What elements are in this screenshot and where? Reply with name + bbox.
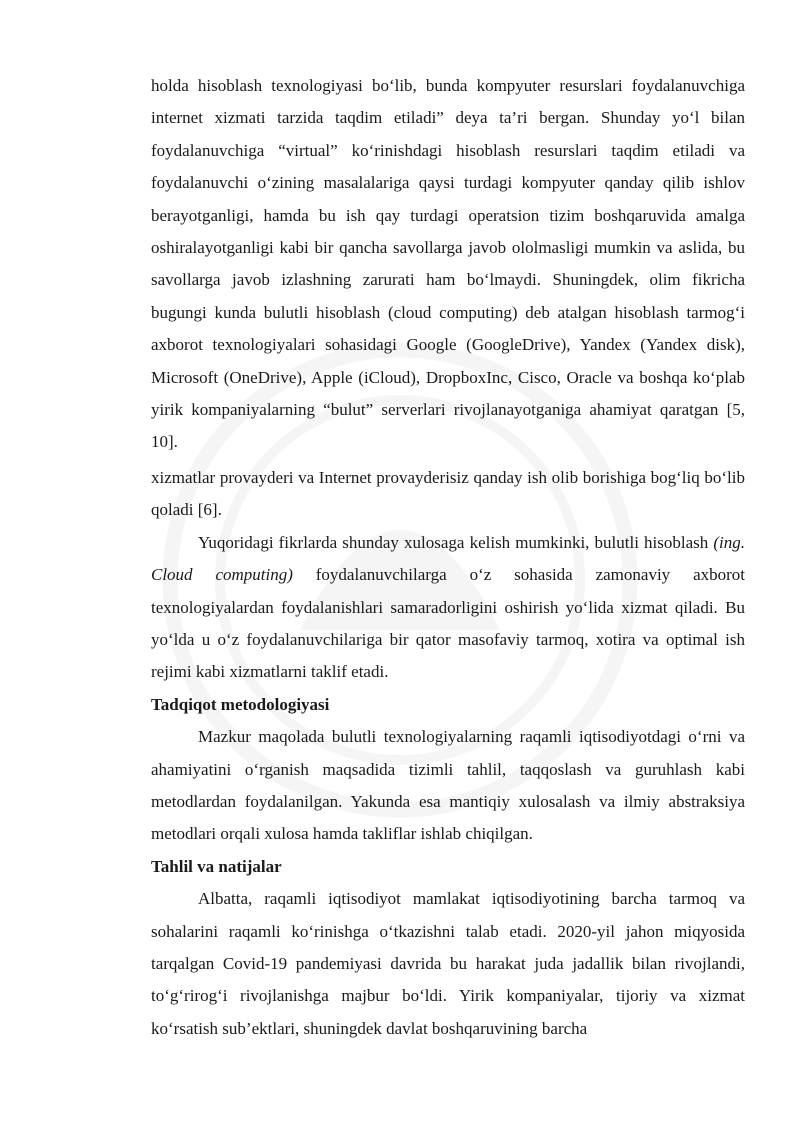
paragraph-results: Albatta, raqamli iqtisodiyot mamlakat iqtisodiyotining barcha tarmoq va sohalarini raqamli ko‘rinishga o‘tkazishni talab etadi. 2020-yil jahon miqyosida tarqalgan Covid-19 pandemiyasi davrida bu harakat juda jadallik bilan rivojlandi, to‘g‘rirog‘i rivojlanishga majbur bo‘ldi. Yirik kompaniyalar, tijoriy va xizmat ko‘rsatish sub’ektlari, shuningdek davlat boshqaruvining barcha: [151, 889, 745, 1038]
article-body: [151, 70, 745, 1045]
paragraph-conclusion-end: foydalanuvchilarga o‘z sohasida zamonaviy axborot texnologiyalardan foydalanishlari samaradorligini oshirish yo‘lida xizmat qiladi. Bu yo‘lda u o‘z foydalanuvchilariga bir qator masofaviy tarmoq, xotira va optimal ish rejimi kabi xizmatlarni taklif etadi.: [151, 565, 745, 682]
paragraph-provider: xizmatlar provayderi va Internet provayderisiz qanday ish olib borishiga bog‘liq bo‘lib qoladi [6].: [151, 467, 745, 520]
section-heading-results: Tahlil va natijalar: [151, 856, 282, 876]
paragraph-conclusion: [151, 527, 745, 689]
paragraph-methodology: Mazkur maqolada bulutli texnologiyalarning raqamli iqtisodiyotdagi o‘rni va ahamiyatini o‘rganish maqsadida tizimli tahlil, taqqoslash va guruhlash kabi metodlardan foydalanilgan. Yakunda esa mantiqiy xulosalash va ilmiy abstraksiya metodlari orqali xulosa hamda takliflar ishlab chiqilgan.: [151, 727, 745, 844]
paragraph-definition: holda hisoblash texnologiyasi bo‘lib, bunda kompyuter resurslari foydalanuvchiga internet xizmati tarzida taqdim etiladi” deya ta’ri bergan. Shunday yo‘l bilan foydalanuvchiga “virtual” ko‘rinishdagi hisoblash resurslari taqdim etiladi va foydalanuvchi o‘zining masalalariga qaysi turdagi kompyuter qanday qilib ishlov berayotganligi, hamda bu ish qay turdagi operatsion tizim boshqaruvida amalga oshiralayotganligi kabi bir qancha savollarga javob ololmasligi mumkin va aslida, bu savollarga javob izlashning zarurati ham bo‘lmaydi. Shuningdek, olim fikricha bugungi kunda bulutli hisoblash (cloud computing) deb atalgan hisoblash tarmog‘i axborot texnologiyalari sohasidagi Google (GoogleDrive), Yandex (Yandex disk), Microsoft (OneDrive), Apple (iCloud), DropboxInc, Cisco, Oracle va boshqa ko‘plab yirik kompaniyalarning “bulut” serverlari rivojlanayotganiga ahamiyat qaratgan [5, 10].: [151, 76, 745, 452]
paragraph-conclusion-term: (ing. Cloud computing): [151, 532, 745, 585]
paragraph-conclusion-start: Yuqoridagi fikrlarda shunday xulosaga kelish mumkinki, bulutli hisoblash: [198, 532, 714, 552]
section-heading-methodology: Tadqiqot metodologiyasi: [151, 694, 330, 714]
